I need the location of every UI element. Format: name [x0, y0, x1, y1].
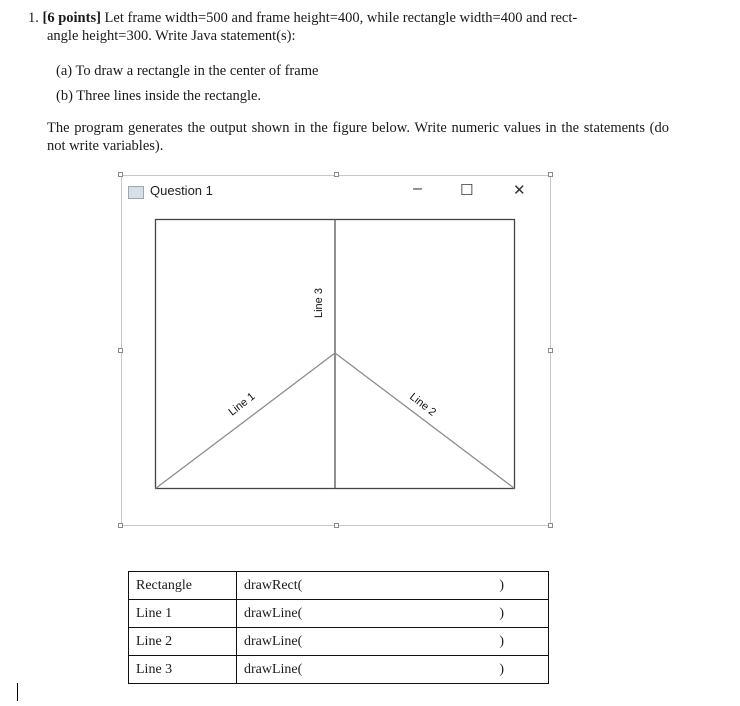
part-b-label: (b) — [56, 88, 73, 104]
part-a-text: To draw a rectangle in the center of frame — [75, 63, 319, 79]
row-call: drawLine( — [244, 605, 303, 621]
row-call: drawLine( — [244, 633, 303, 649]
row-statement[interactable] — [237, 628, 549, 656]
maximize-button[interactable]: ☐ — [460, 182, 474, 199]
question-text-line1: Let frame width=500 and frame height=400, while rectangle width=400 and rect- — [104, 10, 578, 26]
row-close-paren: ) — [499, 661, 504, 677]
table-row — [129, 572, 549, 600]
window-title: Question 1 — [150, 183, 213, 198]
line-1-label: Line 1 — [226, 390, 258, 419]
row-name: Line 2 — [129, 628, 237, 656]
text-cursor — [17, 683, 18, 701]
part-b-text: Three lines inside the rectangle. — [76, 88, 262, 104]
row-name: Line 1 — [129, 600, 237, 628]
row-close-paren: ) — [499, 605, 504, 621]
row-name: Line 3 — [129, 656, 237, 684]
close-button[interactable]: ✕ — [513, 182, 526, 199]
row-close-paren: ) — [499, 633, 504, 649]
statements-table — [128, 571, 549, 684]
row-statement[interactable] — [237, 572, 549, 600]
row-close-paren: ) — [499, 577, 504, 593]
table-row — [129, 600, 549, 628]
table-row — [129, 628, 549, 656]
question-number: 1. — [28, 10, 39, 26]
table-row — [129, 656, 549, 684]
instruction-paragraph: The program generates the output shown in the figure below. Write numeric values in the statements (do not write variables). — [47, 120, 669, 154]
line-2-label: Line 2 — [407, 390, 439, 419]
row-call: drawRect( — [244, 577, 303, 593]
question-text-line2: angle height=300. Write Java statement(s): — [47, 28, 296, 44]
line-2 — [335, 353, 515, 489]
question-points: [6 points] — [42, 10, 101, 26]
part-a-label: (a) — [56, 63, 73, 79]
line-1 — [156, 353, 336, 489]
row-statement[interactable] — [237, 600, 549, 628]
line-3-label: Line 3 — [313, 288, 325, 318]
row-statement[interactable] — [237, 656, 549, 684]
row-call: drawLine( — [244, 661, 303, 677]
minimize-button[interactable]: – — [413, 180, 422, 197]
row-name: Rectangle — [129, 572, 237, 600]
